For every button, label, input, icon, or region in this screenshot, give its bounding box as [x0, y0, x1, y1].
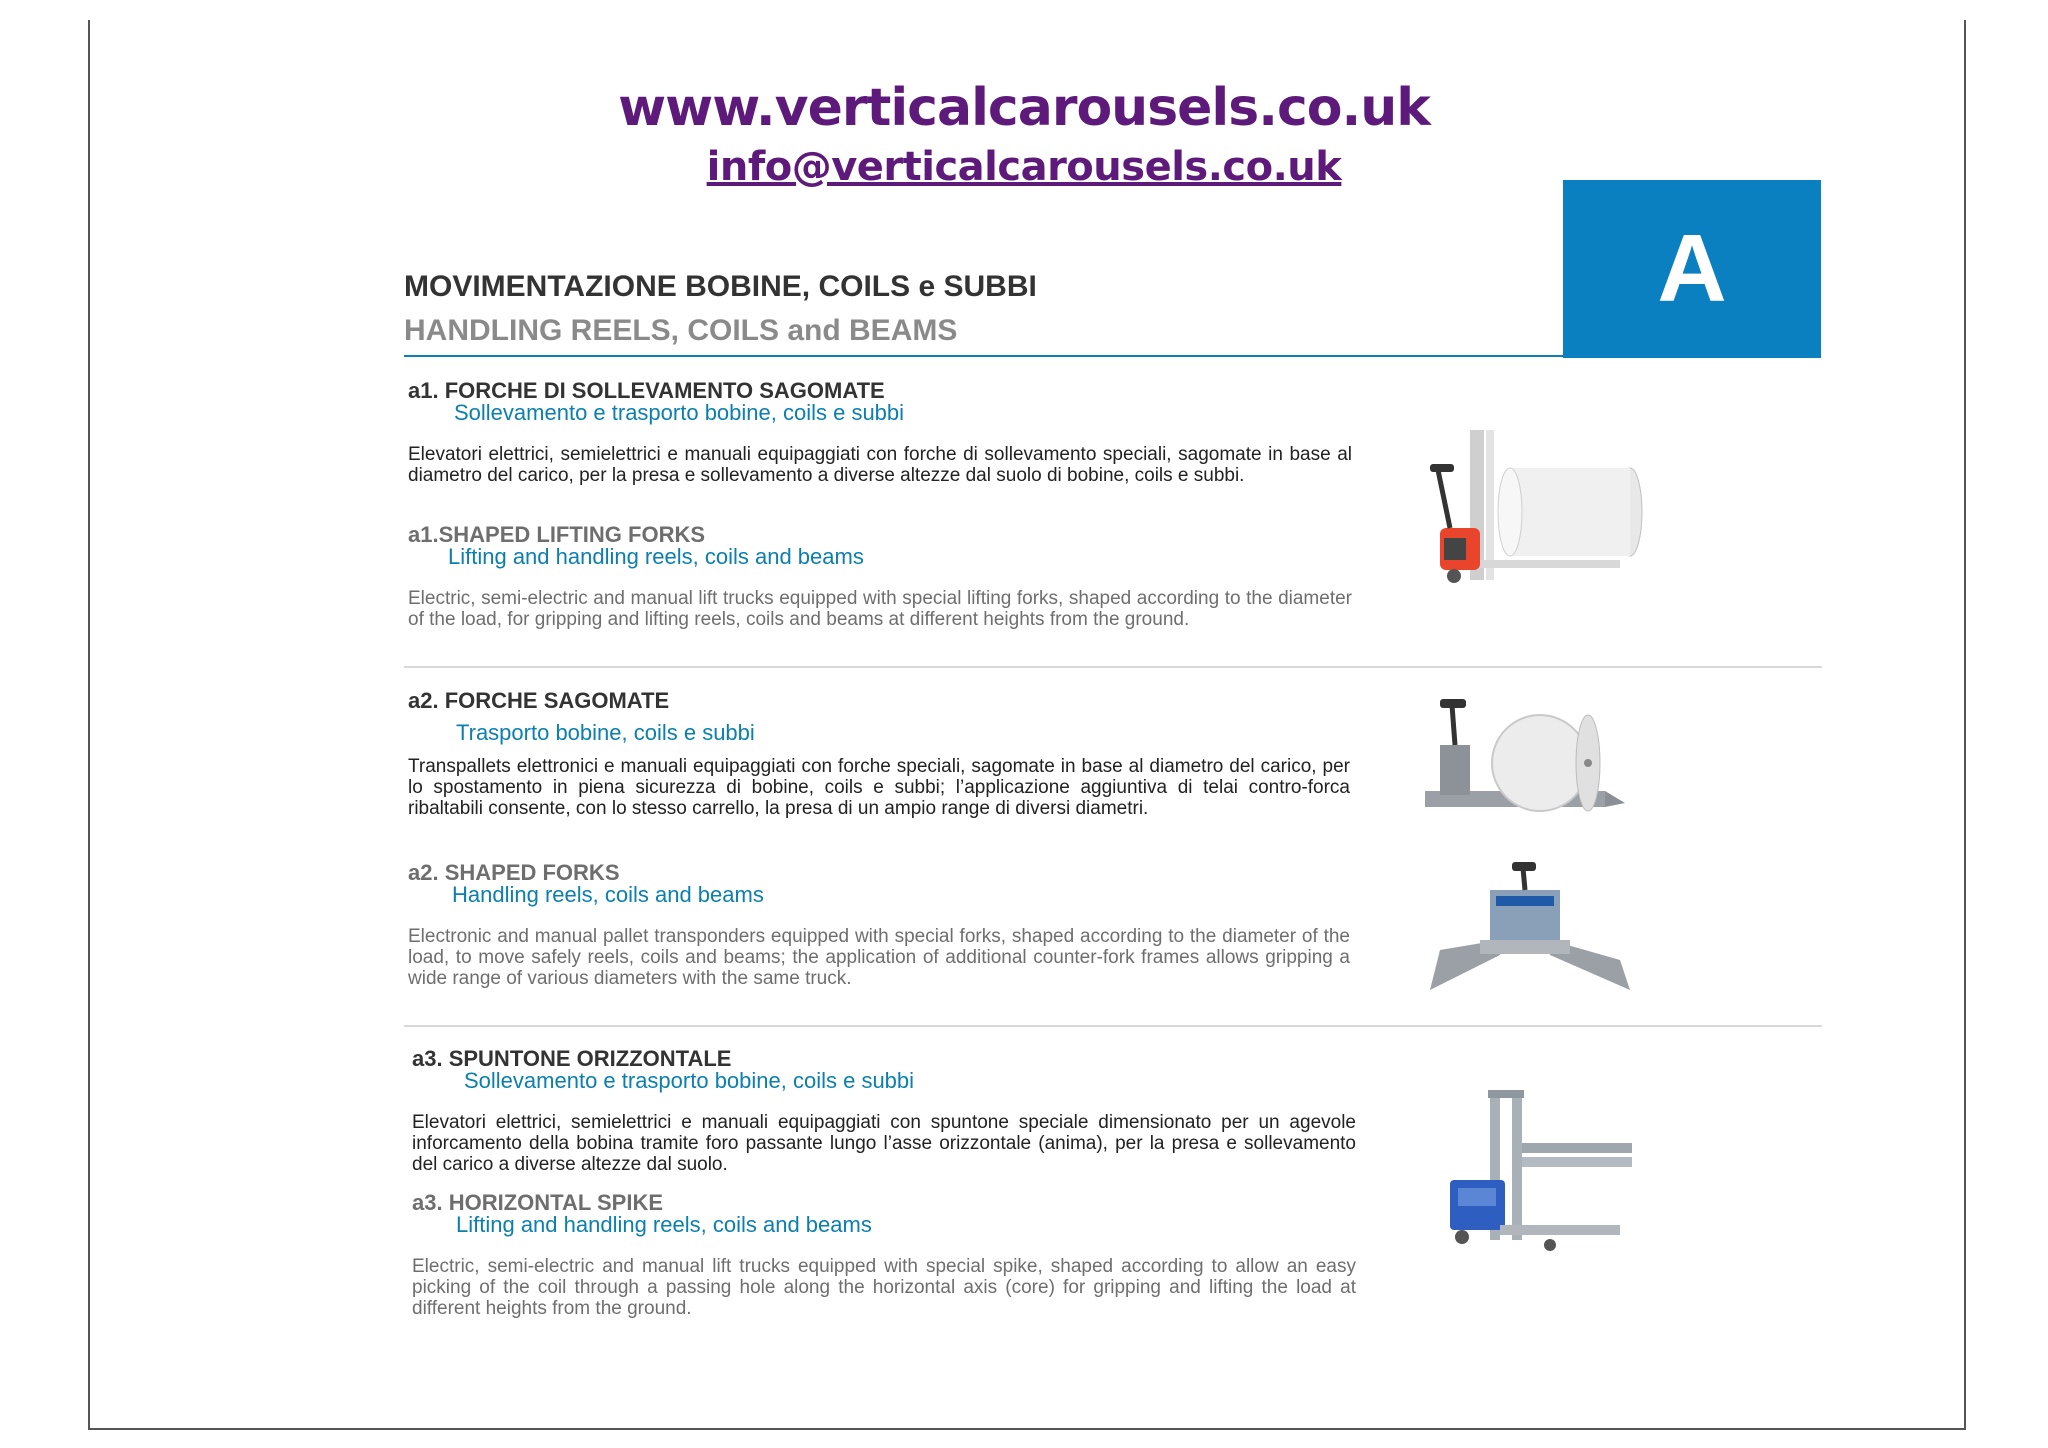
base-leg [1500, 1225, 1620, 1235]
brand-strip [1496, 896, 1554, 906]
wheel [1544, 1239, 1556, 1251]
lift-truck-with-shaped-forks-image [1430, 420, 1670, 610]
mast-inner [1486, 430, 1494, 580]
tiller [1438, 470, 1450, 528]
page-title-italian: MOVIMENTAZIONE BOBINE, COILS e SUBBI [404, 270, 1037, 303]
section-body-english: Electric, semi-electric and manual lift trucks equipped with special lifting forks, shaped according to the diameter of the load, for gripping and lifting reels, coils and beams at different heights from the ground. [408, 588, 1352, 630]
section-heading-italian: a2. FORCHE SAGOMATE [408, 688, 670, 713]
section-body-english: Electric, semi-electric and manual lift trucks equipped with special spike, shaped according to allow an easy picking of the coil through a passing hole along the horizontal axis (core) for gripping and lifting the load at different heights from the ground. [412, 1256, 1356, 1319]
mast-top [1488, 1090, 1524, 1098]
section-letter-badge: A [1563, 180, 1821, 358]
contact-email-link[interactable]: info@verticalcarousels.co.uk [706, 144, 1342, 190]
reel-front [1498, 468, 1522, 556]
page-title-english: HANDLING REELS, COILS and BEAMS [404, 314, 958, 347]
section-heading-italian: a3. SPUNTONE ORIZZONTALE [412, 1046, 732, 1071]
section-subtitle-english: Lifting and handling reels, coils and beams [456, 1212, 872, 1237]
fork [1480, 560, 1620, 568]
section-body-italian: Elevatori elettrici, semielettrici e manuali equipaggiati con spuntone speciale dimensionato per un agevole inforcamento della bobina tramite foro passante lungo l’asse orizzontale (anima), per la presa e sollevamento del carico a diverse altezze dal suolo. [412, 1112, 1356, 1175]
reel [1492, 715, 1588, 811]
truck-body [1440, 745, 1470, 795]
reel-body [1510, 468, 1630, 556]
section-subtitle-italian: Sollevamento e trasporto bobine, coils e subbi [464, 1068, 915, 1093]
section-body-italian: Elevatori elettrici, semielettrici e manuali equipaggiati con forche di sollevamento speciali, sagomate in base al diametro del carico, per la presa e sollevamento a diverse altezze dal suolo di bobine, coils e subbi. [408, 444, 1352, 486]
pallet-truck-with-counter-fork-frames-image [1420, 860, 1640, 1010]
mast-right [1512, 1090, 1522, 1240]
section-body-italian: Transpallets elettronici e manuali equipaggiati con forche speciali, sagomate in base al diametro del carico, per lo spostamento in piena sicurezza di bobine, coils e subbi; l’applicazione aggiuntiva di telai contro-forca ribaltabili consente, con lo stesso carrello, la presa di un ampio range di diversi diametri. [408, 756, 1350, 819]
fork-tip [1605, 791, 1625, 807]
section-heading-italian: a1. FORCHE DI SOLLEVAMENTO SAGOMATE [408, 378, 885, 403]
tiller-handle [1430, 464, 1454, 472]
spike-lower [1522, 1157, 1632, 1167]
section-heading-english: a3. HORIZONTAL SPIKE [412, 1190, 664, 1215]
wheel [1447, 569, 1461, 583]
truck-panel [1444, 538, 1466, 560]
wheel [1455, 1230, 1469, 1244]
tiller-handle [1440, 699, 1466, 708]
reel-core [1584, 759, 1592, 767]
section-subtitle-italian: Sollevamento e trasporto bobine, coils e subbi [454, 400, 905, 425]
lift-truck-with-horizontal-spike-image [1440, 1085, 1650, 1265]
fork-base [1480, 940, 1570, 954]
section-body-english: Electronic and manual pallet transponders equipped with special forks, shaped according to the diameter of the load, to move safely reels, coils and beams; the application of additional counter-fork frames allows gripping a wide range of various diameters with the same truck. [408, 926, 1350, 989]
title-divider [404, 355, 1564, 357]
tiller [1523, 868, 1525, 890]
pallet-truck-with-reel-image [1420, 695, 1640, 845]
section-heading-english: a2. SHAPED FORKS [408, 860, 620, 885]
spike [1522, 1143, 1632, 1153]
section-subtitle-italian: Trasporto bobine, coils e subbi [456, 720, 755, 745]
section-subtitle-english: Lifting and handling reels, coils and beams [448, 544, 864, 569]
website-url[interactable]: www.verticalcarousels.co.uk [618, 78, 1430, 138]
tiller [1452, 705, 1455, 745]
truck-panel [1458, 1188, 1496, 1206]
section-heading-english: a1.SHAPED LIFTING FORKS [408, 522, 706, 547]
section-divider [404, 666, 1822, 668]
tiller-handle [1512, 862, 1536, 871]
section-subtitle-english: Handling reels, coils and beams [452, 882, 764, 907]
section-divider [404, 1025, 1822, 1027]
